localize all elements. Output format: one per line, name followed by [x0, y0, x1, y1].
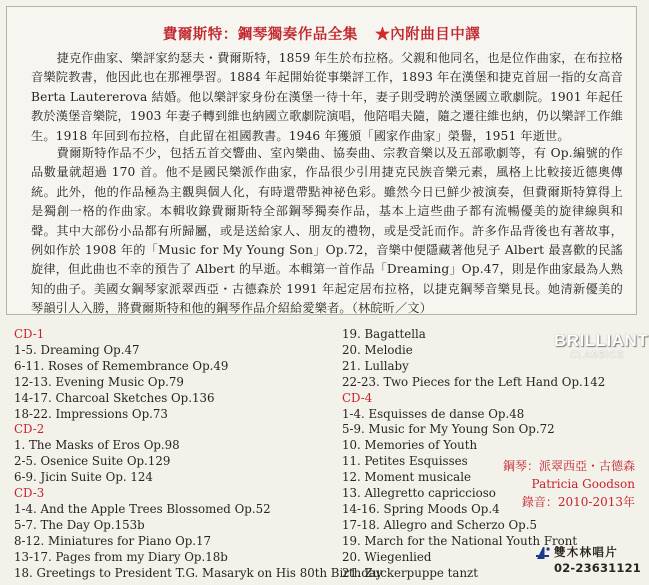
- track-item: 20. Melodie: [342, 342, 413, 357]
- track-item: 18. Greetings to President T.G. Masaryk on His 80th Birthday: [14, 565, 383, 580]
- track-item: 21. Zuckerpuppe tanzt: [342, 565, 478, 580]
- bio-paragraph-1: 捷克作曲家、樂評家約瑟夫・費爾斯特，1859 年生於布拉格。父親和他同名，也是位作曲家，在布拉格音樂院教書，他因此也在那裡學習。1884 年起開始從事樂評工作，1893 年在漢堡和捷克首屈一指的女高音 Berta Lautererova 結婚。他以樂評家身份在漢堡一待十年，妻子則受聘於漢堡國立歌劇院。1901 年起任教於漢堡音樂院，1903 年妻子轉到維也納國立歌劇院演唱，他陪唱夫隨，隨之遷往維也納，仍以樂評工作維生。1918 年回到布拉格，自此留在祖國教書。1946 年獲頒「國家作曲家」榮譽，1951 年逝世。: [31, 51, 623, 143]
- track-item: 5-7. The Day Op.153b: [14, 517, 145, 532]
- track-item: 1-4. And the Apple Trees Blossomed Op.52: [14, 501, 271, 516]
- track-item: 12. Moment musicale: [342, 470, 471, 485]
- pianist-credit: 鋼琴：派翠西亞・古德森: [502, 459, 635, 473]
- logo-line-1: BRILLIANT: [554, 331, 649, 350]
- track-item: 2-5. Osenice Suite Op.129: [14, 454, 171, 469]
- track-item: 18-22. Impressions Op.73: [14, 406, 168, 421]
- track-item: 8-12. Miniatures for Piano Op.17: [14, 533, 212, 548]
- track-item: 19. March for the National Youth Front: [342, 533, 578, 548]
- track-item: 6-11. Roses of Remembrance Op.49: [14, 358, 229, 373]
- track-item: 13-17. Pages from my Diary Op.18b: [14, 549, 228, 564]
- track-item: 21. Lullaby: [342, 358, 409, 373]
- track-item: 22-23. Two Pieces for the Left Hand Op.142: [342, 374, 606, 389]
- track-item: 13. Allegretto capriccioso: [342, 486, 496, 501]
- track-item: 14-17. Charcoal Sketches Op.136: [14, 390, 215, 405]
- track-item: 11. Petites Esquisses: [342, 454, 468, 469]
- track-item: 12-13. Evening Music Op.79: [14, 374, 184, 389]
- track-item: 14-16. Spring Moods Op.4: [342, 501, 500, 516]
- disc-heading: CD-2: [14, 422, 45, 437]
- label-logo-icon: [534, 544, 552, 562]
- translation-note-text: 內附曲目中譯: [390, 26, 481, 43]
- track-item: 10. Memories of Youth: [342, 438, 478, 453]
- disc-heading: CD-4: [342, 390, 373, 405]
- label-phone: 02-23631121: [554, 561, 641, 575]
- logo-line-2: CLASSICS: [569, 350, 625, 361]
- pianist-english-name: Patricia Goodson: [531, 477, 635, 491]
- star-icon: ★: [375, 26, 391, 43]
- tracklist-left-column: [14, 327, 382, 582]
- intro-panel: [6, 6, 637, 315]
- track-item: 5-9. Music for My Young Son Op.72: [342, 422, 555, 437]
- track-item: 1-4. Esquisses de danse Op.48: [342, 406, 525, 421]
- distributor-label: [534, 544, 642, 578]
- performer-credits: [503, 457, 635, 511]
- track-item: 17-18. Allegro and Scherzo Op.5: [342, 517, 537, 532]
- label-name: 雙木林唱片: [554, 545, 618, 559]
- track-item: 1-5. Dreaming Op.47: [14, 342, 140, 357]
- album-title-row: [7, 23, 636, 44]
- track-item: 20. Wiegenlied: [342, 549, 432, 564]
- bio-paragraph-2: 費爾斯特作品不少，包括五首交響曲、室內樂曲、協奏曲、宗教音樂以及五部歌劇等，有 Op.編號的作品數量就超過 170 首。他不是國民樂派作曲家，作品很少引用捷克民族音樂元素，風格上比較接近德奧傳統。此外，他的作品極為主觀與個人化，有時還帶點神祕色彩。雖然今日已鮮少被演奏，但費爾斯特算得上是獨創一格的作曲家。本輯收錄費爾斯特全部鋼琴獨奏作品，基本上這些曲子都有流暢優美的旋律線與和聲。其中大部份小品都有所歸屬，或是送給家人、朋友的禮物，或是受託而作。許多作品背後也有著故事，例如作於 1908 年的「Music for My Young Son」Op.72，音樂中便隱藏著他兒子 Albert 最喜歡的民謠旋律，但此曲也不幸的預告了 Albert 的早逝。本輯第一首作品「Dreaming」Op.47，則是作曲家最為人熟知的曲子。美國女鋼琴家派翠西亞・古德森於 1991 年起定居布拉格，以捷克鋼琴音樂見長。她清新優美的琴韻引人入勝，將費爾斯特和他的鋼琴作品介紹給愛樂者。（林皖昕／文）: [31, 146, 623, 316]
- brilliant-classics-logo: [554, 331, 649, 365]
- disc-heading: CD-1: [14, 327, 45, 341]
- track-item: 19. Bagattella: [342, 327, 426, 341]
- album-title: 費爾斯特：鋼琴獨奏作品全集: [162, 26, 358, 43]
- track-item: 1. The Masks of Eros Op.98: [14, 438, 180, 453]
- disc-heading: CD-3: [14, 486, 45, 501]
- track-item: 6-9. Jicin Suite Op. 124: [14, 470, 153, 485]
- recording-years: 錄音：2010-2013年: [521, 495, 635, 509]
- translation-note: [375, 26, 480, 43]
